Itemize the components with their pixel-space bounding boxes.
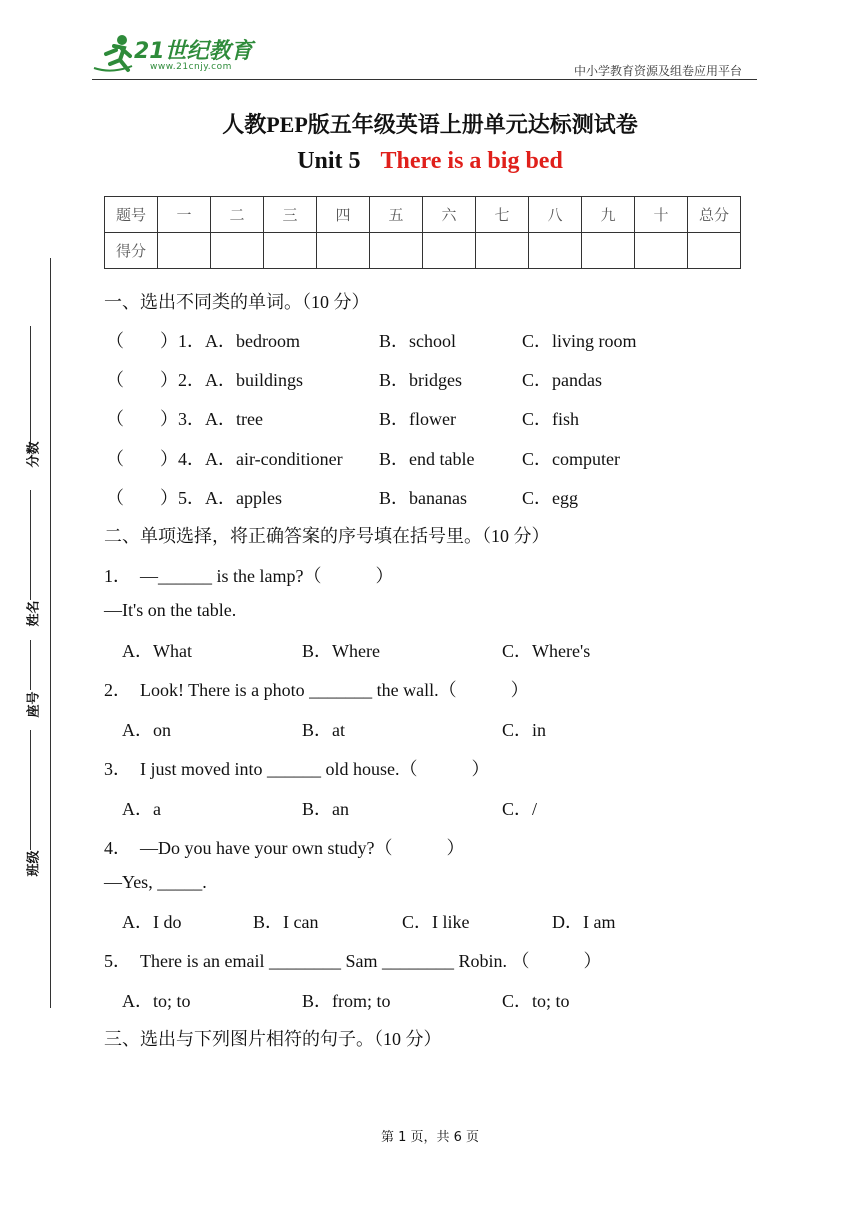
unit-name: There is a big bed	[380, 148, 563, 174]
mc2-option-c: C．in	[502, 720, 547, 740]
score-cell: 四	[317, 197, 370, 233]
score-label-cell: 得分	[105, 233, 158, 269]
mc5-stem: 5． There is an email ________ Sam ________ Robin. （ ）	[104, 951, 602, 971]
q5-option-b: B．bananas	[379, 488, 467, 508]
score-cell: 七	[476, 197, 529, 233]
score-table-score-row	[105, 233, 741, 269]
q2-number-a: （ ）2．A．buildings	[106, 370, 304, 390]
score-cell: 六	[423, 197, 476, 233]
score-input-cell[interactable]	[264, 233, 317, 269]
mc1-option-b: B．Where	[302, 641, 380, 661]
mc4-option-d: D．I am	[552, 912, 616, 932]
score-input-cell[interactable]	[688, 233, 741, 269]
mc4-answer: —Yes, _____.	[104, 872, 207, 892]
q1-number-a: （ ）1．A．bedroom	[106, 331, 300, 351]
side-label-score: 分数	[26, 441, 42, 468]
exam-title: 人教PEP版五年级英语上册单元达标测试卷	[222, 112, 638, 137]
mc5-option-a: A．to; to	[122, 991, 191, 1011]
q1-option-c: C．living room	[522, 331, 637, 351]
fill-line	[30, 730, 31, 850]
score-input-cell[interactable]	[635, 233, 688, 269]
mc1-option-c: C．Where's	[502, 641, 591, 661]
mc2-stem: 2． Look! There is a photo _______ the wall.（ ）	[104, 680, 529, 700]
binding-line	[50, 258, 51, 1008]
score-cell: 总分	[688, 197, 741, 233]
q4-option-c: C．computer	[522, 449, 620, 469]
q2-option-c: C．pandas	[522, 370, 602, 390]
fill-line	[30, 326, 31, 446]
score-cell: 三	[264, 197, 317, 233]
fill-line	[30, 640, 31, 690]
header-divider	[92, 79, 757, 80]
unit-title	[0, 148, 860, 175]
section2-heading: 二、单项选择，将正确答案的序号填在括号里。（10 分）	[104, 526, 550, 546]
score-input-cell[interactable]	[529, 233, 582, 269]
score-cell: 十	[635, 197, 688, 233]
score-input-cell[interactable]	[582, 233, 635, 269]
q3-option-b: B．flower	[379, 409, 456, 429]
q4-number-a: （ ）4．A．air-conditioner	[106, 449, 343, 469]
mc4-option-c: C．I like	[402, 912, 470, 932]
mc1-answer: —It's on the table.	[104, 600, 237, 620]
score-table	[104, 196, 741, 269]
q1-option-b: B．school	[379, 331, 457, 351]
q5-option-c: C．egg	[522, 488, 578, 508]
score-cell: 题号	[105, 197, 158, 233]
q5-number-a: （ ）5．A．apples	[106, 488, 282, 508]
unit-number: Unit 5	[297, 148, 361, 174]
score-input-cell[interactable]	[317, 233, 370, 269]
score-cell: 五	[370, 197, 423, 233]
q2-option-b: B．bridges	[379, 370, 462, 390]
mc5-option-b: B．from; to	[302, 991, 391, 1011]
logo	[92, 34, 267, 78]
side-label-name: 姓名	[26, 600, 42, 627]
q3-option-c: C．fish	[522, 409, 580, 429]
mc5-option-c: C．to; to	[502, 991, 570, 1011]
score-input-cell[interactable]	[423, 233, 476, 269]
mc3-stem: 3． I just moved into ______ old house.（ ）	[104, 759, 490, 779]
mc1-stem: 1． —______ is the lamp?（ ）	[104, 566, 394, 586]
page-footer: 第 1 页，共 6 页	[380, 1130, 480, 1145]
mc1-option-a: A．What	[122, 641, 192, 661]
score-input-cell[interactable]	[211, 233, 264, 269]
logo-text: 21世纪教育	[134, 39, 253, 64]
logo-url: www.21cnjy.com	[150, 62, 232, 72]
platform-text: 中小学教育资源及组卷应用平台	[573, 64, 742, 78]
mc4-option-b: B．I can	[253, 912, 319, 932]
side-label-seat: 座号	[26, 691, 42, 718]
score-input-cell[interactable]	[158, 233, 211, 269]
q3-number-a: （ ）3．A．tree	[106, 409, 263, 429]
q4-option-b: B．end table	[379, 449, 475, 469]
side-label-class: 班级	[26, 850, 42, 877]
score-cell: 一	[158, 197, 211, 233]
mc2-option-a: A．on	[122, 720, 171, 740]
score-table-header-row	[105, 197, 741, 233]
mc4-option-a: A．I do	[122, 912, 182, 932]
score-cell: 八	[529, 197, 582, 233]
mc3-option-b: B．an	[302, 799, 349, 819]
score-input-cell[interactable]	[476, 233, 529, 269]
runner-logo-icon	[92, 34, 136, 74]
score-cell: 二	[211, 197, 264, 233]
mc3-option-a: A．a	[122, 799, 161, 819]
section1-heading: 一、选出不同类的单词。（10 分）	[104, 292, 370, 312]
score-input-cell[interactable]	[370, 233, 423, 269]
mc3-option-c: C．/	[502, 799, 538, 819]
mc4-stem: 4． —Do you have your own study?（ ）	[104, 838, 465, 858]
mc2-option-b: B．at	[302, 720, 345, 740]
section3-heading: 三、选出与下列图片相符的句子。（10 分）	[104, 1029, 442, 1049]
score-cell: 九	[582, 197, 635, 233]
fill-line	[30, 490, 31, 600]
